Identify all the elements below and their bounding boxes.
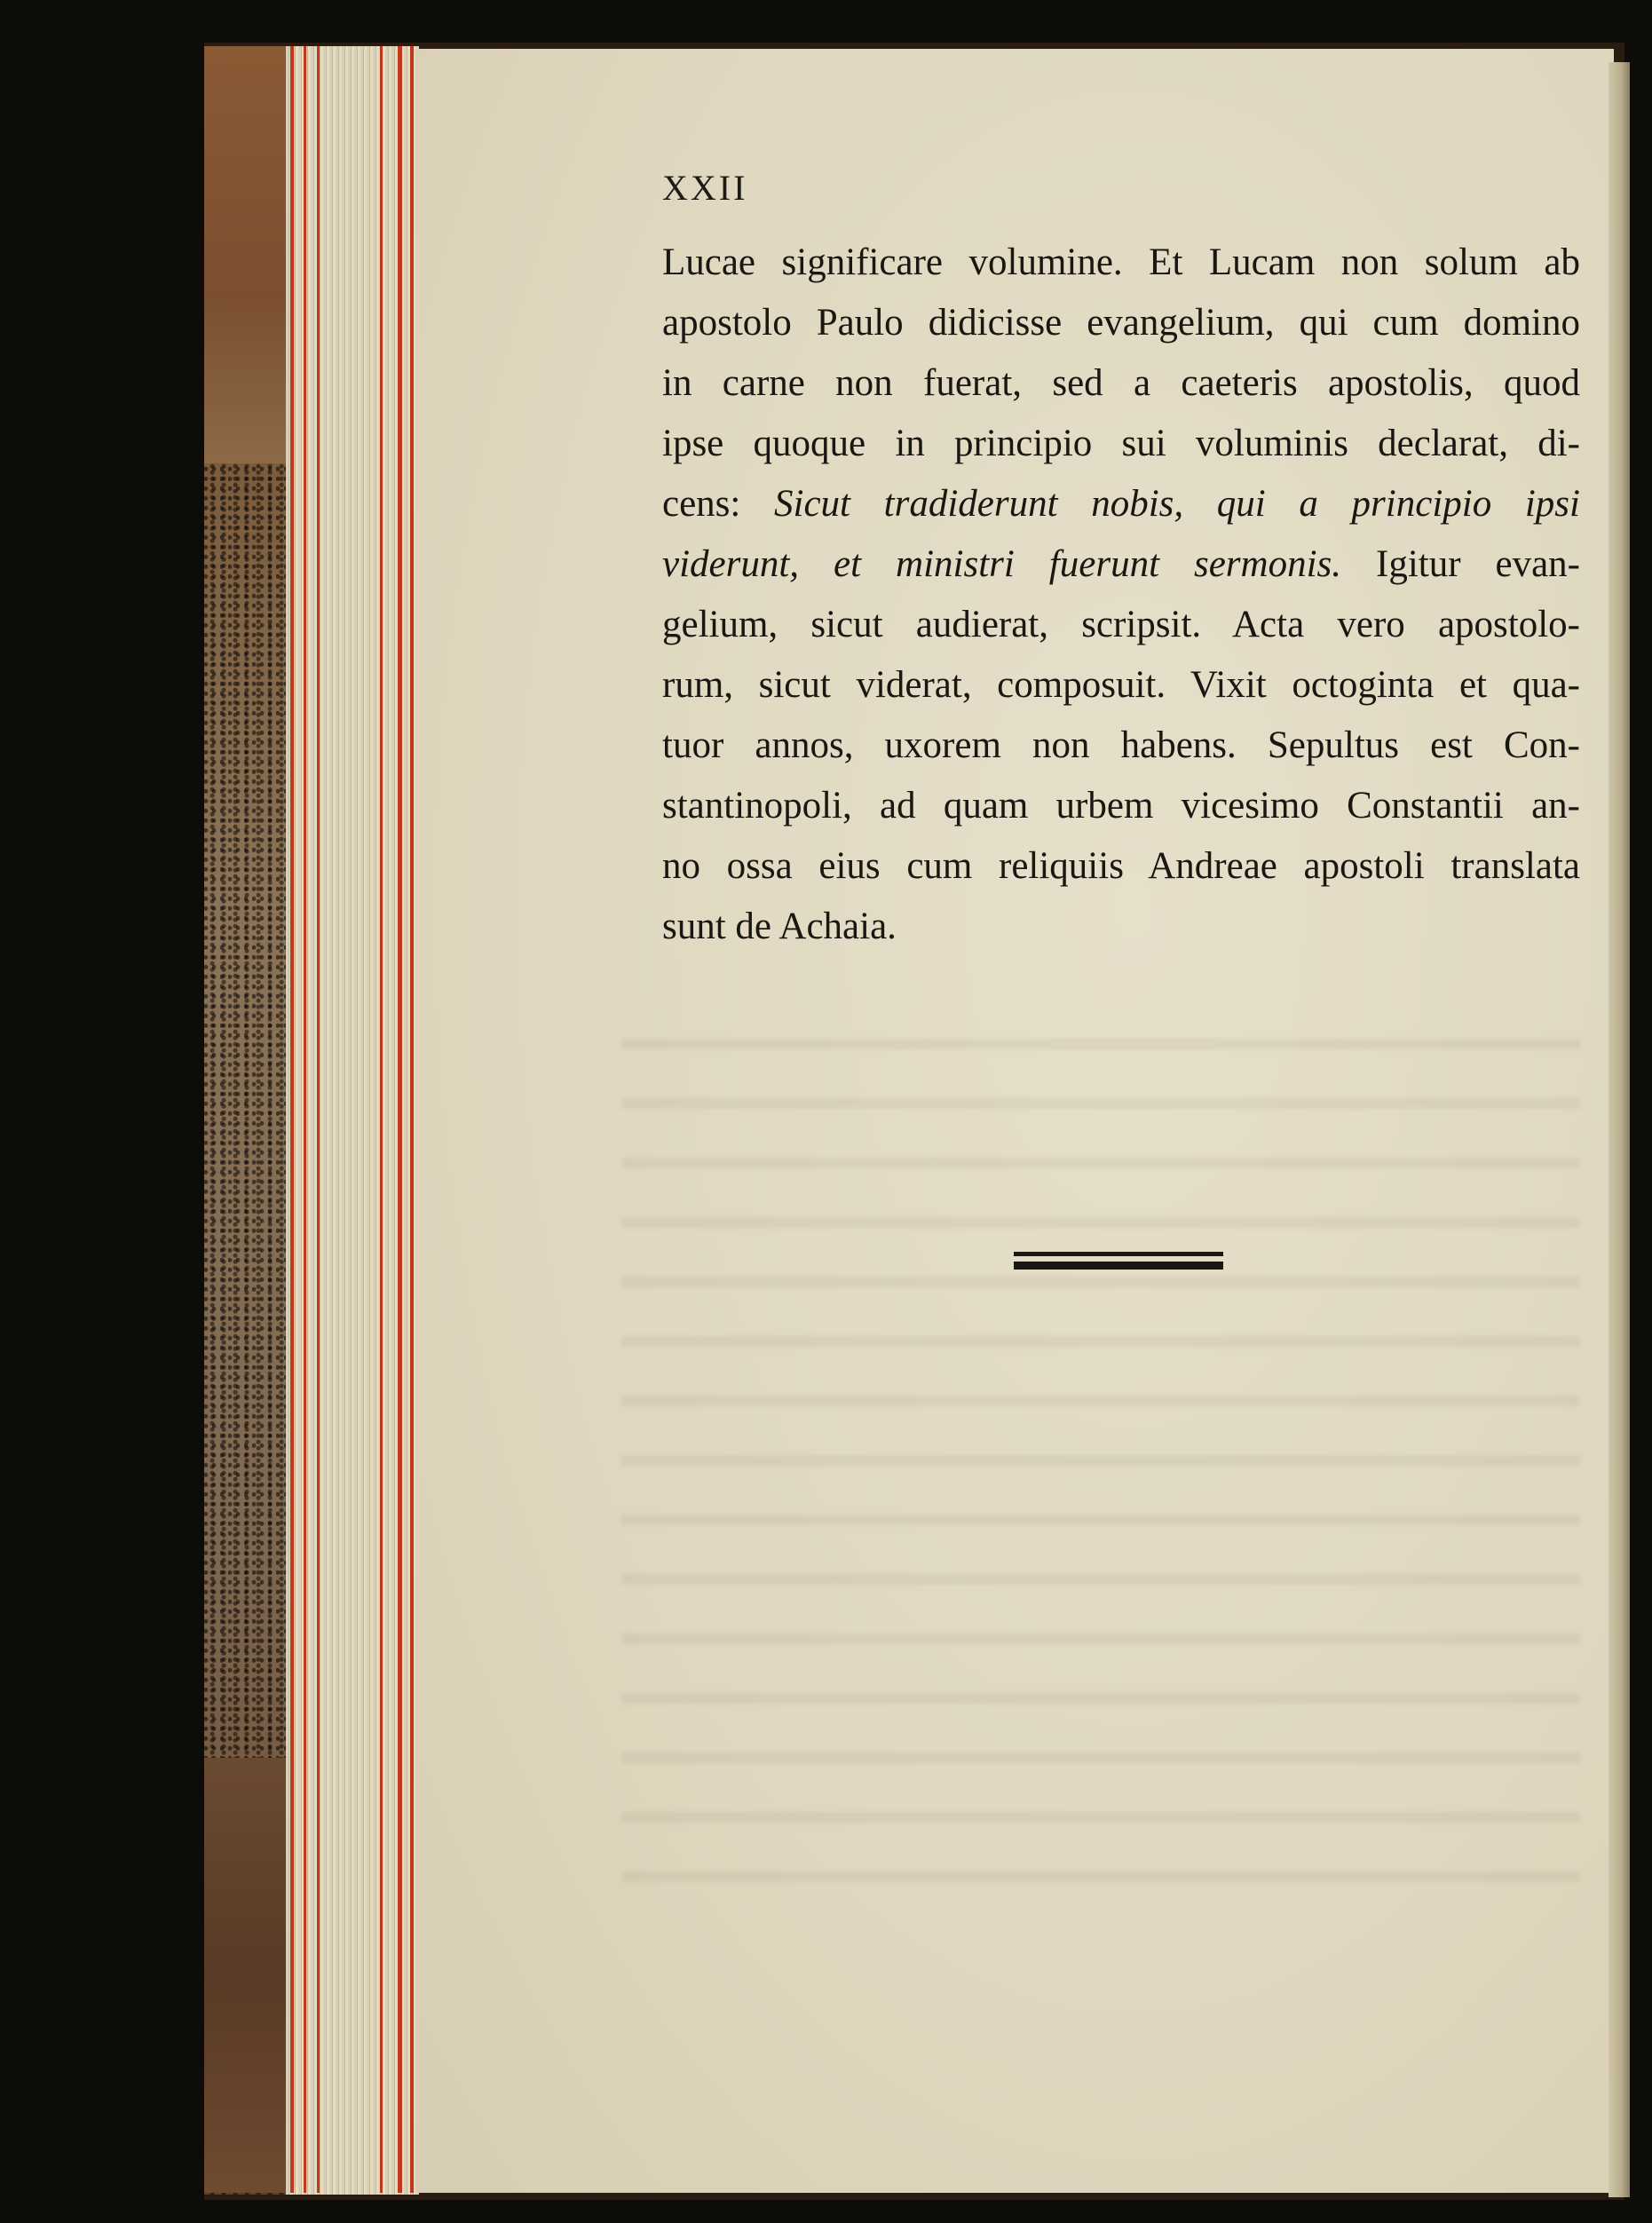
text-line: no ossa eius cum reliquiis Andreae apostoli translata — [662, 845, 1580, 887]
text-line: rum, sicut viderat, composuit. Vixit octoginta et qua- — [662, 664, 1580, 706]
red-page-edge — [410, 46, 414, 2193]
page-right-edge — [1609, 62, 1630, 2197]
rule-thin — [1014, 1252, 1223, 1256]
text-line: apostolo Paulo didicisse evangelium, qui cum domino — [662, 302, 1580, 344]
red-page-edge — [290, 46, 294, 2193]
italic-quote: Sicut tradiderunt nobis, qui a principio ipsi — [774, 483, 1580, 525]
italic-quote: viderunt, et ministri fuerunt sermonis. — [662, 543, 1342, 585]
text-line: cens: Sicut tradiderunt nobis, qui a principio ipsi — [662, 483, 1580, 525]
red-page-edge — [304, 46, 306, 2193]
text-line: viderunt, et ministri fuerunt sermonis. Igitur evan- — [662, 543, 1580, 585]
spine-leather-top — [204, 46, 289, 463]
bleed-through-text — [621, 1003, 1580, 1891]
text-line: Lucae significare volumine. Et Lucam non solum ab — [662, 241, 1580, 283]
rule-thick — [1014, 1262, 1223, 1270]
text-line: tuor annos, uxorem non habens. Sepultus est Con- — [662, 724, 1580, 766]
red-page-edge — [380, 46, 383, 2193]
page-number: XXII — [662, 168, 748, 208]
text-line: in carne non fuerat, sed a caeteris apostolis, quod — [662, 362, 1580, 404]
spine-leather-bottom — [204, 1758, 289, 2193]
red-page-edge — [398, 46, 402, 2193]
text-line: stantinopoli, ad quam urbem vicesimo Constantii an- — [662, 785, 1580, 827]
text-line: sunt de Achaia. — [662, 906, 897, 947]
text-line: gelium, sicut audierat, scripsit. Acta vero apostolo- — [662, 604, 1580, 645]
red-page-edge — [317, 46, 320, 2193]
section-divider-rule — [1014, 1252, 1223, 1275]
body-text — [662, 233, 1580, 957]
text-line: ipse quoque in principio sui voluminis declarat, di- — [662, 423, 1580, 464]
